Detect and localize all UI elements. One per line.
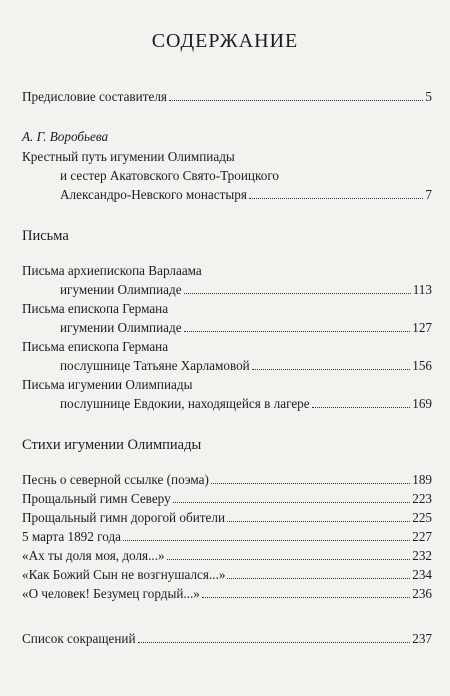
- toc-entry-letters-2: [60, 319, 432, 336]
- article-title-line-1: Крестный путь игумении Олимпиады: [22, 149, 235, 164]
- toc-entry-article: [60, 186, 432, 203]
- toc-page-number: 232: [412, 548, 432, 563]
- article-title-line-2: и сестер Акатовского Свято-Троицкого: [60, 168, 279, 183]
- toc-entry-poem: [22, 566, 432, 583]
- dot-leader: [202, 597, 410, 598]
- toc-entry-label: «О человек! Безумец гордый...»: [22, 586, 200, 601]
- dot-leader: [227, 578, 410, 579]
- letters-entry-line-1: Письма архиепископа Варлаама: [22, 263, 202, 278]
- toc-page-number: 5: [425, 89, 432, 104]
- toc-entry-label: игумении Олимпиаде: [60, 320, 182, 335]
- toc-entry-letters-1: [60, 281, 432, 298]
- dot-leader: [184, 331, 411, 332]
- dot-leader: [184, 293, 411, 294]
- letters-entry-line-1: Письма епископа Германа: [22, 301, 169, 316]
- toc-entry-label: Список сокращений: [22, 631, 136, 646]
- dot-leader: [123, 540, 410, 541]
- toc-entry-poem: [22, 471, 432, 488]
- toc-entry-label: 5 марта 1892 года: [22, 529, 122, 544]
- toc-entry-abbreviations: [22, 630, 432, 647]
- letters-entry-line-1: Письма епископа Германа: [22, 339, 169, 354]
- toc-entry-label: Прощальный гимн дорогой обители: [22, 510, 226, 525]
- dot-leader: [173, 502, 411, 503]
- toc-page-number: 236: [412, 586, 432, 601]
- dot-leader: [169, 100, 423, 101]
- dot-leader: [227, 521, 410, 522]
- toc-entry-poem: [22, 585, 432, 602]
- toc-page-number: 225: [412, 510, 432, 525]
- section-heading-poems: Стихи игумении Олимпиады: [22, 437, 202, 453]
- toc-entry-preface: [22, 88, 432, 105]
- dot-leader: [167, 559, 411, 560]
- toc-entry-label: Александро-Невского монастыря: [60, 187, 247, 202]
- toc-page-number: 227: [412, 529, 432, 544]
- toc-entry-label: «Как Божий Сын не возгнушался...»: [22, 567, 226, 582]
- toc-entry-label: «Ах ты доля моя, доля...»: [22, 548, 165, 563]
- toc-entry-letters-4: [60, 395, 432, 412]
- letters-entry-line-1: Письма игумении Олимпиады: [22, 377, 193, 392]
- toc-entry-label: Прощальный гимн Северу: [22, 491, 171, 506]
- toc-page-number: 223: [412, 491, 432, 506]
- toc-page-number: 234: [412, 567, 432, 582]
- dot-leader: [211, 483, 410, 484]
- toc-page-number: 237: [412, 631, 432, 646]
- dot-leader: [312, 407, 411, 408]
- toc-entry-label: Песнь о северной ссылке (поэма): [22, 472, 209, 487]
- section-heading-letters: Письма: [22, 228, 69, 244]
- dot-leader: [138, 642, 411, 643]
- toc-page-number: 113: [412, 282, 432, 297]
- toc-entry-poem: [22, 490, 432, 507]
- toc-page-number: 7: [425, 187, 432, 202]
- toc-entry-letters-3: [60, 357, 432, 374]
- toc-entry-label: Предисловие составителя: [22, 89, 167, 104]
- toc-page-number: 127: [412, 320, 432, 335]
- toc-page-number: 169: [412, 396, 432, 411]
- toc-entry-label: игумении Олимпиаде: [60, 282, 182, 297]
- toc-entry-poem: [22, 509, 432, 526]
- dot-leader: [252, 369, 410, 370]
- dot-leader: [249, 198, 423, 199]
- toc-entry-poem: [22, 547, 432, 564]
- toc-page-number: 156: [412, 358, 432, 373]
- page-title: СОДЕРЖАНИЕ: [151, 30, 299, 52]
- article-author: А. Г. Воробьева: [22, 129, 109, 144]
- toc-page-number: 189: [412, 472, 432, 487]
- toc-entry-poem: [22, 528, 432, 545]
- toc-entry-label: послушнице Татьяне Харламовой: [60, 358, 250, 373]
- toc-entry-label: послушнице Евдокии, находящейся в лагере: [60, 396, 310, 411]
